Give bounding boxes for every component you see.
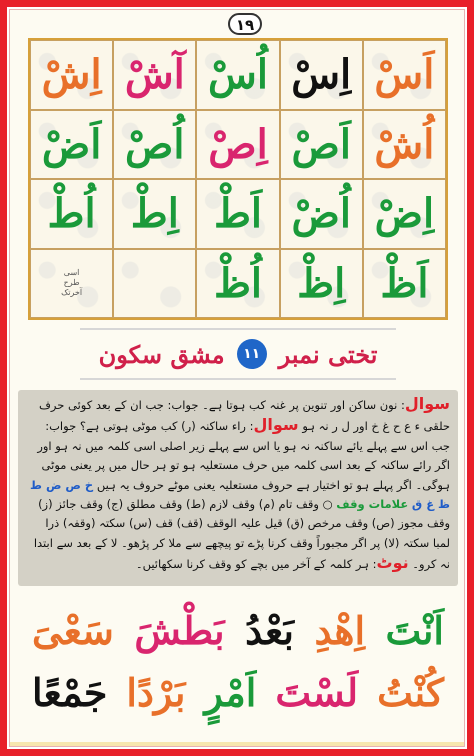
- grid-cell: اُظْ: [196, 249, 279, 319]
- grid-cell: اَضْ: [30, 110, 113, 180]
- grid-cell: اُشْ: [363, 110, 446, 180]
- grid-cell: اِظْ: [280, 249, 363, 319]
- grid-cell: اَصْ: [280, 110, 363, 180]
- banner-title: تختی نمبر: [278, 339, 378, 369]
- grid-cell: اسی طرح آخرتک: [30, 249, 113, 319]
- grid-cell: آشْ: [113, 40, 196, 110]
- grid-cell: اِسْ: [280, 40, 363, 110]
- question-2-label: سوال: [253, 415, 299, 435]
- letter-grid: [28, 38, 448, 320]
- question-1-text: : نون ساکن اور تنوین پر غنہ کب ہوتا ہے۔ جواب: جب ان کے بعد کوئی حرف حلقی ء ع ح غ خ اور ل ر نہ ہو: [38, 398, 450, 434]
- grid-cell: اُضْ: [280, 179, 363, 249]
- grid-cell: اَظْ: [363, 249, 446, 319]
- grid-cell: اَطْ: [196, 179, 279, 249]
- grid-cell: اُصْ: [113, 110, 196, 180]
- practice-words-row-2: [32, 670, 444, 715]
- practice-word: لَسْتَ: [275, 670, 359, 715]
- question-1-label: سوال: [404, 394, 450, 413]
- practice-word: جَمْعًا: [32, 670, 108, 715]
- practice-words-row-1: [32, 608, 444, 653]
- grid-cell: اُسْ: [196, 40, 279, 110]
- lesson-banner: [80, 328, 396, 380]
- grid-cell: اَسْ: [363, 40, 446, 110]
- practice-word: اَنْتَ: [385, 608, 444, 653]
- practice-word: كُنْتُ: [377, 670, 444, 715]
- practice-word: بَرْدًا: [126, 670, 186, 715]
- practice-word: سَعْیَ: [32, 608, 114, 653]
- grid-cell: اِشْ: [30, 40, 113, 110]
- stop-marks-label: علامات وقف: [336, 497, 409, 512]
- questions-panel: [18, 390, 458, 586]
- bottom-strip: [10, 742, 464, 746]
- note-label: نوٹ: [376, 553, 409, 573]
- practice-word: اَمْرٍ: [204, 670, 257, 715]
- heavy-letters: خ ص ض ط ظ غ ق: [30, 477, 450, 512]
- grid-cell: اِضْ: [363, 179, 446, 249]
- grid-cell: [113, 249, 196, 319]
- grid-cell: اُطْ: [30, 179, 113, 249]
- note-text: : ہر کلمہ کے آخر میں بچے کو وقف کرنا سکھائیں۔: [135, 557, 377, 572]
- practice-word: اِهْدِ: [314, 608, 366, 653]
- practice-word: بَطْشَ: [134, 608, 225, 653]
- banner-subtitle: مشق سکون: [98, 339, 225, 369]
- practice-word: بَعْدُ: [245, 608, 294, 653]
- grid-cell: اِطْ: [113, 179, 196, 249]
- lesson-number-badge: ١١: [237, 339, 267, 369]
- grid-cell: اِصْ: [196, 110, 279, 180]
- page-number: ١٩: [228, 13, 262, 35]
- question-2-text: : راء ساکنہ (ر) کب موٹی ہوتی ہے؟ جواب: جب اس سے پہلے یائے ساکنہ نہ ہو یا اس سے پہلے زیر اصلی اسی کلمہ میں نہ ہو اور اگر رائے ساکنہ کے بعد اسی کلمہ میں حرف مستعلیہ ہو تو ہر حال میں پر یعنی موٹی ہوگی۔ اگر پہلے ہو تو اختیار ہے حروف مستعلیہ یعنی موٹے حروف یہ ہیں: [37, 419, 450, 492]
- stop-marks-text: ○ وقف تام (م) وقف لازم (ط) وقف مطلق (ج) وقف جائز (ز) وقف مجوز (ص) وقف مرخص (ق) قیل علیہ الوقف (قف) قف (س) سکتہ (وقفہ) ذرا لمبا سکتہ (لا) پر اگر مجبوراً وقف کرنا پڑے تو پیچھے سے ملا کر پڑھو۔ لا کے بعد سے ابتدا نہ کرو۔: [33, 497, 450, 572]
- page: [9, 9, 465, 747]
